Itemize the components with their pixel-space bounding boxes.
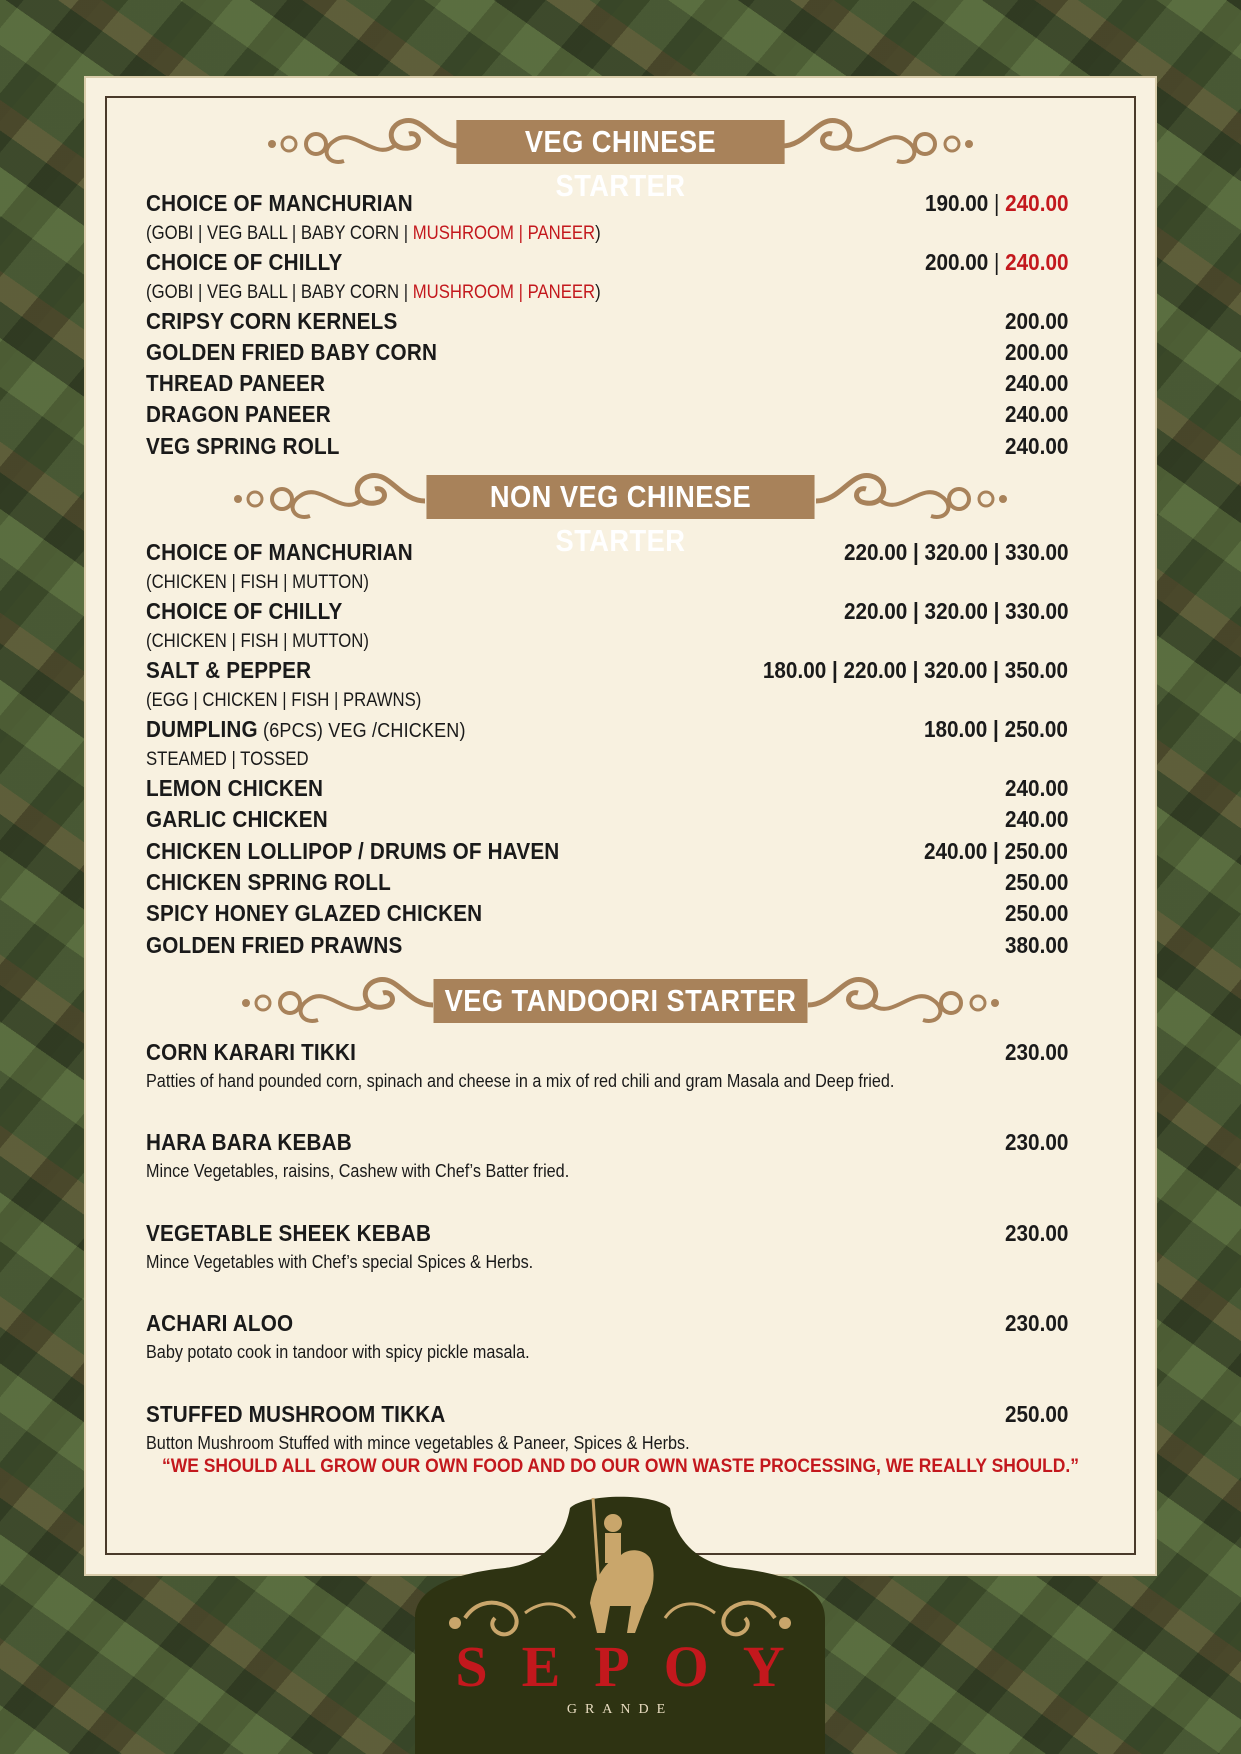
menu-item: [146, 308, 1068, 338]
menu-item: [146, 1039, 1068, 1069]
item-description: Baby potato cook in tandoor with spicy pickle masala.: [146, 1342, 530, 1362]
section-title: NON VEG CHINESE STARTER: [426, 475, 814, 519]
item-price: 240.00 | 250.00: [924, 838, 1068, 864]
item-options: (CHICKEN | FISH | MUTTON): [146, 572, 369, 593]
item-price: 230.00: [1004, 1039, 1068, 1065]
item-price: 230.00: [1004, 1129, 1068, 1155]
price-premium: 240.00: [1004, 190, 1068, 216]
section-header-veg-tandoori: [0, 965, 1241, 1035]
item-name: GARLIC CHICKEN: [146, 806, 328, 832]
item-name: CRIPSY CORN KERNELS: [146, 308, 398, 334]
item-name: THREAD PANEER: [146, 370, 326, 396]
item-price: 200.00 | 240.00: [924, 249, 1068, 275]
item-name: CHOICE OF MANCHURIAN: [146, 190, 413, 216]
item-name: CHICKEN LOLLIPOP / DRUMS OF HAVEN: [146, 838, 560, 864]
item-name-main: DUMPLING: [146, 716, 258, 742]
menu-item: [146, 775, 1068, 805]
item-options: (EGG | CHICKEN | FISH | PRAWNS): [146, 690, 422, 711]
item-description: Button Mushroom Stuffed with mince vegetables & Paneer, Spices & Herbs.: [146, 1433, 690, 1453]
menu-item: [146, 249, 1068, 279]
item-description: Mince Vegetables, raisins, Cashew with Chef’s Batter fried.: [146, 1161, 570, 1181]
item-description: Mince Vegetables with Chef’s special Spices & Herbs.: [146, 1252, 534, 1272]
menu-item: [146, 932, 1068, 962]
price-regular: 200.00: [924, 249, 988, 275]
menu-item: [146, 838, 1068, 868]
menu-item: [146, 716, 1068, 746]
options-premium: MUSHROOM | PANEER: [412, 223, 596, 244]
menu-item: [146, 1310, 1068, 1340]
section-title: VEG TANDOORI STARTER: [434, 979, 808, 1023]
item-price: 200.00: [1004, 308, 1068, 334]
item-price: 220.00 | 320.00 | 330.00: [843, 598, 1068, 624]
menu-item: [146, 190, 1068, 220]
item-name: [146, 716, 466, 743]
item-options: (CHICKEN | FISH | MUTTON): [146, 631, 369, 652]
item-options: (GOBI | VEG BALL | BABY CORN | MUSHROOM | PANEER): [146, 282, 601, 303]
item-name: STUFFED MUSHROOM TIKKA: [146, 1401, 446, 1427]
right-flourish-icon: [811, 461, 1011, 531]
right-flourish-icon: [803, 965, 1003, 1035]
item-name: SALT & PEPPER: [146, 657, 312, 683]
menu-item: [146, 1401, 1068, 1431]
item-name: ACHARI ALOO: [146, 1310, 294, 1336]
item-name: HARA BARA KEBAB: [146, 1129, 352, 1155]
options-premium: MUSHROOM | PANEER: [412, 282, 596, 303]
item-price: 240.00: [1004, 775, 1068, 801]
left-flourish-icon: [264, 106, 464, 176]
item-name: CHICKEN SPRING ROLL: [146, 869, 391, 895]
left-flourish-icon: [230, 461, 430, 531]
brand-logo: [395, 1478, 845, 1754]
menu-item: [146, 370, 1068, 400]
price-premium: 240.00: [1004, 249, 1068, 275]
menu-item: [146, 657, 1068, 687]
menu-item: [146, 1220, 1068, 1250]
section-title: VEG CHINESE STARTER: [456, 120, 784, 164]
item-name: SPICY HONEY GLAZED CHICKEN: [146, 900, 483, 926]
item-price: 230.00: [1004, 1220, 1068, 1246]
item-name: CHOICE OF CHILLY: [146, 598, 343, 624]
item-name: CHOICE OF MANCHURIAN: [146, 539, 413, 565]
item-price: 240.00: [1004, 433, 1068, 459]
menu-item: [146, 401, 1068, 431]
menu-item: [146, 433, 1068, 463]
item-price: 250.00: [1004, 869, 1068, 895]
item-price: 250.00: [1004, 1401, 1068, 1427]
options-regular: (GOBI | VEG BALL | BABY CORN: [146, 223, 404, 244]
brand-name: SEPOY: [455, 1634, 819, 1699]
item-name: CHOICE OF CHILLY: [146, 249, 343, 275]
price-regular: 190.00: [924, 190, 988, 216]
menu-item: [146, 539, 1068, 569]
item-options: STEAMED | TOSSED: [146, 749, 309, 770]
options-close: ): [595, 223, 601, 244]
item-price: 230.00: [1004, 1310, 1068, 1336]
item-price: 250.00: [1004, 900, 1068, 926]
item-description: Patties of hand pounded corn, spinach and cheese in a mix of red chili and gram Masala and Deep fried.: [146, 1071, 895, 1091]
item-price: 240.00: [1004, 401, 1068, 427]
brand-tagline: GRANDE: [566, 1702, 674, 1717]
menu-item: [146, 598, 1068, 628]
item-name: VEGETABLE SHEEK KEBAB: [146, 1220, 432, 1246]
item-name: CORN KARARI TIKKI: [146, 1039, 357, 1065]
item-price: 180.00 | 220.00 | 320.00 | 350.00: [762, 657, 1068, 683]
item-price: 180.00 | 250.00: [924, 716, 1068, 742]
item-name: LEMON CHICKEN: [146, 775, 324, 801]
menu-item: [146, 869, 1068, 899]
item-price: 240.00: [1004, 370, 1068, 396]
item-name: VEG SPRING ROLL: [146, 433, 340, 459]
item-name: GOLDEN FRIED BABY CORN: [146, 339, 438, 365]
options-regular: (GOBI | VEG BALL | BABY CORN: [146, 282, 404, 303]
item-name: GOLDEN FRIED PRAWNS: [146, 932, 403, 958]
item-name: DRAGON PANEER: [146, 401, 331, 427]
left-flourish-icon: [238, 965, 438, 1035]
menu-item: [146, 900, 1068, 930]
item-price: 200.00: [1004, 339, 1068, 365]
item-price: 240.00: [1004, 806, 1068, 832]
item-name-extra: (6PCS) VEG /CHICKEN): [257, 720, 466, 742]
options-close: ): [595, 282, 601, 303]
item-price: 190.00 | 240.00: [924, 190, 1068, 216]
menu-item: [146, 339, 1068, 369]
menu-item: [146, 1129, 1068, 1159]
item-price: 220.00 | 320.00 | 330.00: [843, 539, 1068, 565]
menu-item: [146, 806, 1068, 836]
item-price: 380.00: [1004, 932, 1068, 958]
footer-quote: “WE SHOULD ALL GROW OUR OWN FOOD AND DO OUR OWN WASTE PROCESSING, WE REALLY SHOULD.”: [161, 1456, 1080, 1477]
right-flourish-icon: [777, 106, 977, 176]
item-options: (GOBI | VEG BALL | BABY CORN | MUSHROOM | PANEER): [146, 223, 601, 244]
